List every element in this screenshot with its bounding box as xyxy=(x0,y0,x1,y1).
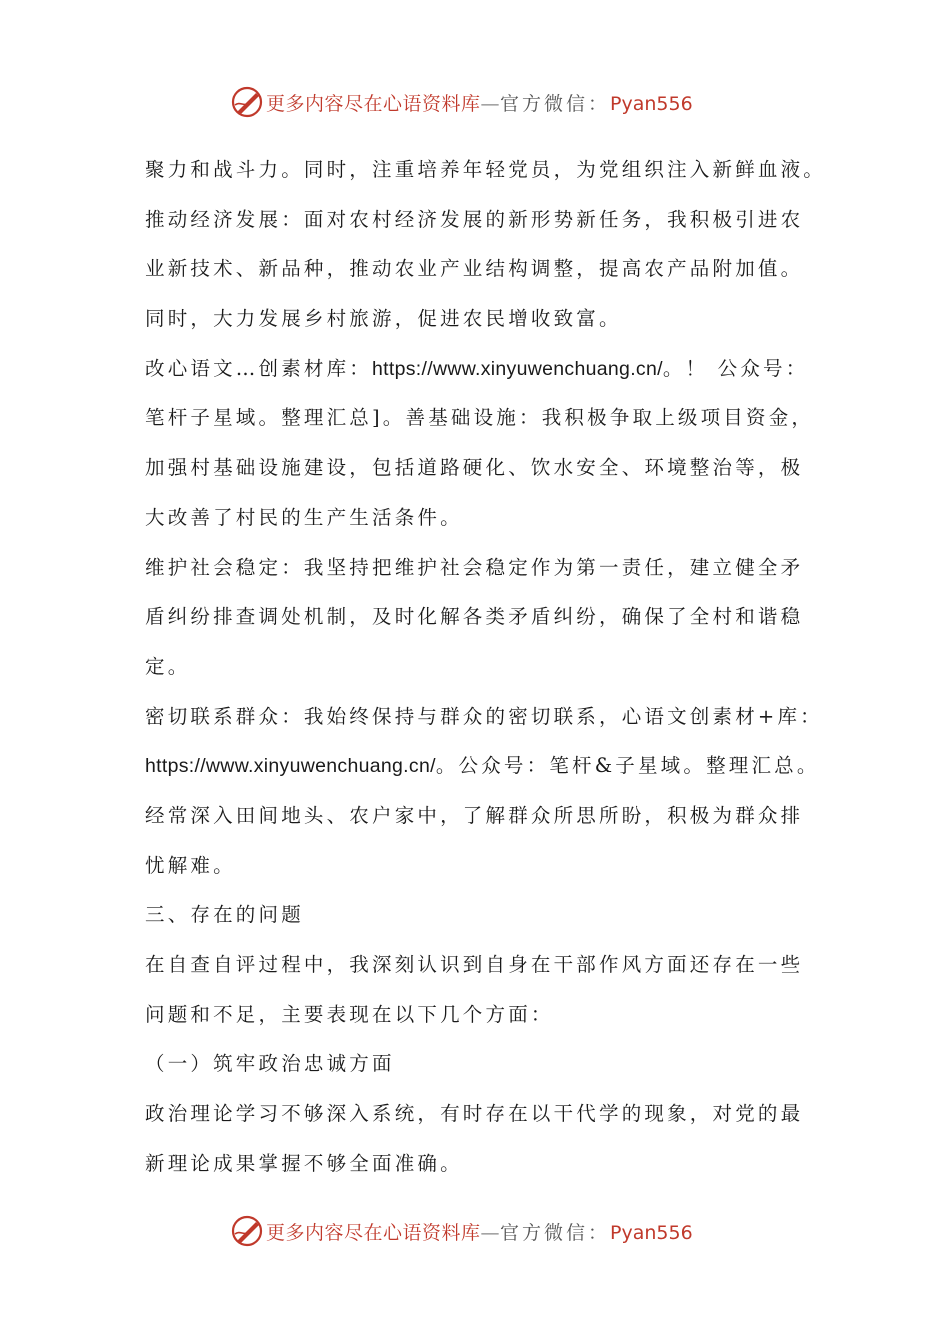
text-line: 推动经济发展：面对农村经济发展的新形势新任务，我积极引进农 xyxy=(145,207,804,231)
banner-wechat-label: 官方微信： xyxy=(500,92,611,115)
text-line: 同时，大力发展乡村旅游，促进农民增收致富。 xyxy=(145,307,622,331)
pen-logo-icon xyxy=(230,85,264,119)
section-heading: 三、存在的问题 xyxy=(145,903,304,927)
website-link[interactable]: https://www.xinyuwenchuang.cn/ xyxy=(145,755,436,778)
header-banner xyxy=(230,82,750,122)
banner-brand: 更多内容尽在心语资料库 xyxy=(266,1221,481,1244)
banner-brand: 更多内容尽在心语资料库 xyxy=(266,92,481,115)
text-line: 大改善了村民的生产生活条件。 xyxy=(145,505,463,529)
line-suffix: 。公众号：笔杆&子星域。整理汇总。 xyxy=(435,754,820,778)
text-line: 政治理论学习不够深入系统，有时存在以干代学的现象，对党的最 xyxy=(145,1102,804,1126)
text-line: 笔杆子星域。整理汇总]。善基础设施：我积极争取上级项目资金， xyxy=(145,406,815,430)
footer-banner-text xyxy=(266,1218,693,1245)
banner-wechat-id: Pyan556 xyxy=(610,92,693,115)
text-line: 密切联系群众：我始终保持与群众的密切联系，心语文创素材+库： xyxy=(145,704,823,728)
website-link[interactable]: https://www.xinyuwenchuang.cn/ xyxy=(372,357,663,380)
footer-banner xyxy=(230,1211,750,1251)
document-body xyxy=(145,150,825,1193)
text-line-with-link xyxy=(145,746,825,796)
text-line: 业新技术、新品种，推动农业产业结构调整，提高农产品附加值。 xyxy=(145,257,804,281)
text-line: 聚力和战斗力。同时，注重培养年轻党员，为党组织注入新鲜血液。 xyxy=(145,158,827,181)
text-line: 新理论成果掌握不够全面准确。 xyxy=(145,1151,463,1175)
subsection-heading: （一）筑牢政治忠诚方面 xyxy=(145,1052,395,1076)
text-line: 在自查自评过程中，我深刻认识到自身在干部作风方面还存在一些 xyxy=(145,953,804,976)
text-line: 忧解难。 xyxy=(145,853,236,877)
banner-dash: — xyxy=(480,1221,501,1244)
line-prefix: 改心语文…创素材库： xyxy=(145,356,373,380)
pen-logo-icon xyxy=(230,1214,264,1248)
text-line: 加强村基础设施建设，包括道路硬化、饮水安全、环境整治等，极 xyxy=(145,456,804,480)
text-line: 盾纠纷排查调处机制，及时化解各类矛盾纠纷，确保了全村和谐稳 xyxy=(145,605,804,629)
text-line-with-link xyxy=(145,349,825,399)
banner-wechat-label: 官方微信： xyxy=(500,1221,611,1244)
text-line: 经常深入田间地头、农户家中，了解群众所思所盼，积极为群众排 xyxy=(145,803,804,827)
header-banner-text xyxy=(266,89,693,116)
banner-wechat-id: Pyan556 xyxy=(610,1221,693,1244)
text-line: 定。 xyxy=(145,654,191,678)
banner-dash: — xyxy=(480,92,501,115)
text-line: 问题和不足，主要表现在以下几个方面： xyxy=(145,1002,554,1026)
line-suffix: 。！ 公众号： xyxy=(662,356,809,380)
text-line: 维护社会稳定：我坚持把维护社会稳定作为第一责任，建立健全矛 xyxy=(145,555,804,579)
